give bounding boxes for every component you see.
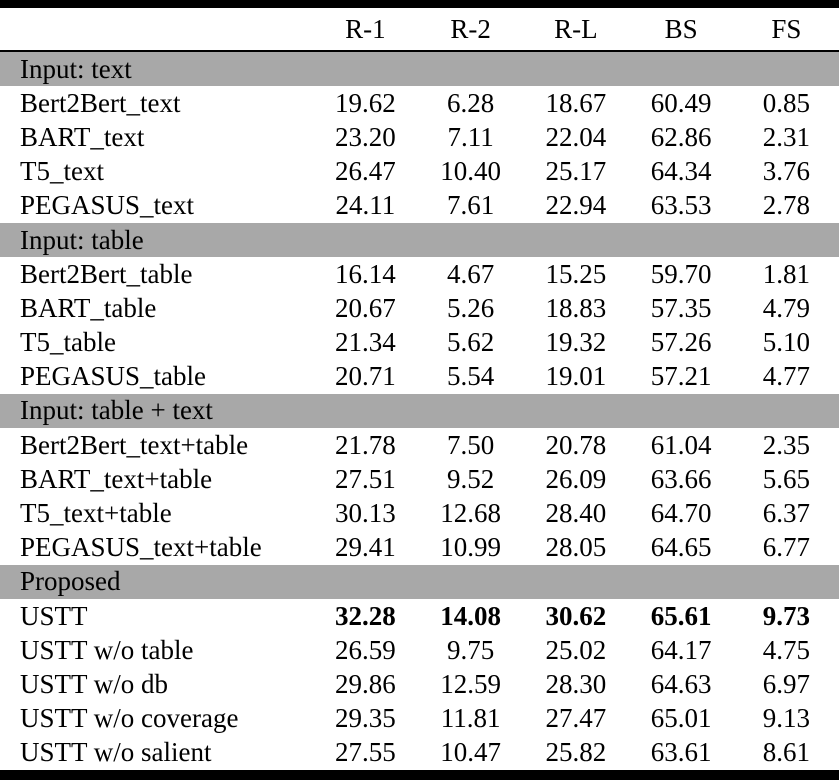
- table-row: [0, 702, 839, 736]
- model-label: Bert2Bert_table: [20, 258, 193, 289]
- cell-fs: 5.10: [762, 327, 810, 358]
- cell-r1: 26.47: [334, 156, 396, 187]
- column-header-r2: R-2: [418, 8, 523, 51]
- table-row: [0, 326, 839, 360]
- model-label: BART_table: [20, 292, 157, 323]
- table-row: [0, 257, 839, 291]
- table-row: [0, 496, 839, 530]
- cell-rl: 22.94: [545, 190, 607, 221]
- model-label: USTT: [20, 600, 88, 631]
- model-label: USTT w/o table: [20, 634, 194, 665]
- cell-fs: 8.61: [762, 737, 810, 768]
- column-header-rl: R-L: [523, 8, 628, 51]
- table-row: [0, 462, 839, 496]
- table-row: [0, 86, 839, 120]
- cell-r1: 23.20: [334, 121, 396, 152]
- cell-r1: 16.14: [334, 258, 396, 289]
- cell-bs: 63.66: [650, 463, 712, 494]
- cell-fs: 9.73: [762, 600, 810, 631]
- cell-fs: 4.77: [762, 361, 810, 392]
- cell-bs: 62.86: [650, 121, 712, 152]
- cell-r1: 29.41: [334, 532, 396, 563]
- cell-r1: 19.62: [334, 87, 396, 118]
- cell-r1: 20.67: [334, 292, 396, 323]
- cell-rl: 25.17: [545, 156, 607, 187]
- cell-rl: 18.83: [545, 292, 607, 323]
- cell-rl: 19.32: [545, 327, 607, 358]
- cell-r1: 24.11: [335, 190, 396, 221]
- model-label: T5_table: [20, 327, 116, 358]
- cell-bs: 64.63: [650, 668, 712, 699]
- table-row: [0, 291, 839, 325]
- cell-bs: 59.70: [650, 258, 712, 289]
- model-label: Bert2Bert_text: [20, 87, 181, 118]
- cell-r1: 27.55: [334, 737, 396, 768]
- cell-r2: 12.59: [440, 668, 501, 699]
- section-header-label: Proposed: [0, 565, 839, 599]
- cell-fs: 6.37: [762, 498, 810, 529]
- cell-rl: 27.47: [545, 703, 607, 734]
- column-header-empty: [0, 8, 313, 51]
- cell-r2: 5.26: [446, 292, 495, 323]
- column-header-fs: FS: [734, 8, 839, 51]
- table-row: [0, 736, 839, 770]
- column-header-bs: BS: [628, 8, 733, 51]
- cell-rl: 22.04: [545, 121, 607, 152]
- table-row: [0, 360, 839, 394]
- results-table: [0, 8, 839, 770]
- cell-r1: 29.86: [334, 668, 396, 699]
- model-label: T5_text+table: [20, 498, 172, 529]
- header-row: [0, 8, 839, 51]
- table-row: [0, 667, 839, 701]
- cell-r2: 10.47: [440, 737, 501, 768]
- cell-rl: 15.25: [545, 258, 607, 289]
- cell-bs: 63.53: [650, 190, 712, 221]
- cell-r2: 7.11: [447, 121, 494, 152]
- cell-r1: 21.78: [334, 429, 396, 460]
- cell-r1: 21.34: [334, 327, 396, 358]
- table-row-ustt-best: [0, 599, 839, 633]
- cell-fs: 0.85: [762, 87, 810, 118]
- cell-rl: 28.40: [545, 498, 607, 529]
- section-header-label: Input: text: [0, 51, 839, 86]
- cell-r2: 9.52: [446, 463, 495, 494]
- cell-r2: 14.08: [440, 600, 501, 631]
- model-label: T5_text: [20, 156, 104, 187]
- cell-bs: 60.49: [650, 87, 712, 118]
- section-header-proposed: [0, 565, 839, 599]
- cell-fs: 6.77: [762, 532, 810, 563]
- section-header-label: Input: table + text: [0, 394, 839, 428]
- cell-fs: 4.79: [762, 292, 810, 323]
- cell-r2: 9.75: [446, 634, 495, 665]
- cell-rl: 28.05: [545, 532, 607, 563]
- cell-bs: 65.01: [650, 703, 712, 734]
- section-header-input-text: [0, 51, 839, 86]
- model-label: USTT w/o coverage: [20, 703, 239, 734]
- cell-r2: 11.81: [440, 703, 501, 734]
- cell-r2: 10.40: [440, 156, 501, 187]
- cell-r2: 5.54: [446, 361, 495, 392]
- model-label: USTT w/o db: [20, 668, 169, 699]
- cell-rl: 19.01: [545, 361, 607, 392]
- cell-rl: 20.78: [545, 429, 607, 460]
- column-header-r1: R-1: [313, 8, 418, 51]
- table-row: [0, 428, 839, 462]
- cell-r2: 5.62: [446, 327, 495, 358]
- cell-fs: 2.35: [762, 429, 810, 460]
- section-header-label: Input: table: [0, 223, 839, 257]
- table-row: [0, 633, 839, 667]
- cell-fs: 3.76: [762, 156, 810, 187]
- table-row: [0, 189, 839, 223]
- cell-rl: 25.82: [545, 737, 607, 768]
- cell-r1: 32.28: [334, 600, 396, 631]
- cell-bs: 64.34: [650, 156, 712, 187]
- cell-r1: 27.51: [334, 463, 396, 494]
- table-row: [0, 155, 839, 189]
- model-label: Bert2Bert_text+table: [20, 429, 249, 460]
- cell-bs: 64.70: [650, 498, 712, 529]
- cell-r2: 6.28: [446, 87, 495, 118]
- cell-r2: 7.61: [446, 190, 495, 221]
- cell-fs: 1.81: [762, 258, 810, 289]
- model-label: PEGASUS_table: [20, 361, 207, 392]
- cell-bs: 57.35: [650, 292, 712, 323]
- model-label: BART_text+table: [20, 463, 213, 494]
- table-row: [0, 120, 839, 154]
- cell-fs: 9.13: [762, 703, 810, 734]
- cell-r1: 30.13: [334, 498, 396, 529]
- cell-bs: 64.17: [650, 634, 712, 665]
- cell-bs: 61.04: [650, 429, 712, 460]
- cell-r1: 29.35: [334, 703, 396, 734]
- cell-fs: 2.78: [762, 190, 810, 221]
- cell-r2: 7.50: [446, 429, 495, 460]
- cell-bs: 57.26: [650, 327, 712, 358]
- cell-r2: 10.99: [440, 532, 501, 563]
- model-label: BART_text: [20, 121, 145, 152]
- cell-rl: 28.30: [545, 668, 607, 699]
- cell-r1: 26.59: [334, 634, 396, 665]
- cell-r2: 4.67: [446, 258, 495, 289]
- cell-r2: 12.68: [440, 498, 501, 529]
- cell-fs: 6.97: [762, 668, 810, 699]
- section-header-input-table: [0, 223, 839, 257]
- cell-rl: 30.62: [545, 600, 607, 631]
- cell-rl: 26.09: [545, 463, 607, 494]
- cell-bs: 65.61: [650, 600, 712, 631]
- section-header-input-table-plus-text: [0, 394, 839, 428]
- model-label: PEGASUS_text: [20, 190, 195, 221]
- model-label: USTT w/o salient: [20, 737, 212, 768]
- cell-rl: 18.67: [545, 87, 607, 118]
- model-label: PEGASUS_text+table: [20, 532, 262, 563]
- cell-bs: 64.65: [650, 532, 712, 563]
- table-row: [0, 531, 839, 565]
- cell-bs: 57.21: [650, 361, 712, 392]
- cell-fs: 2.31: [762, 121, 810, 152]
- cell-fs: 4.75: [762, 634, 810, 665]
- cell-fs: 5.65: [762, 463, 810, 494]
- cell-rl: 25.02: [545, 634, 607, 665]
- cell-r1: 20.71: [334, 361, 396, 392]
- cell-bs: 63.61: [650, 737, 712, 768]
